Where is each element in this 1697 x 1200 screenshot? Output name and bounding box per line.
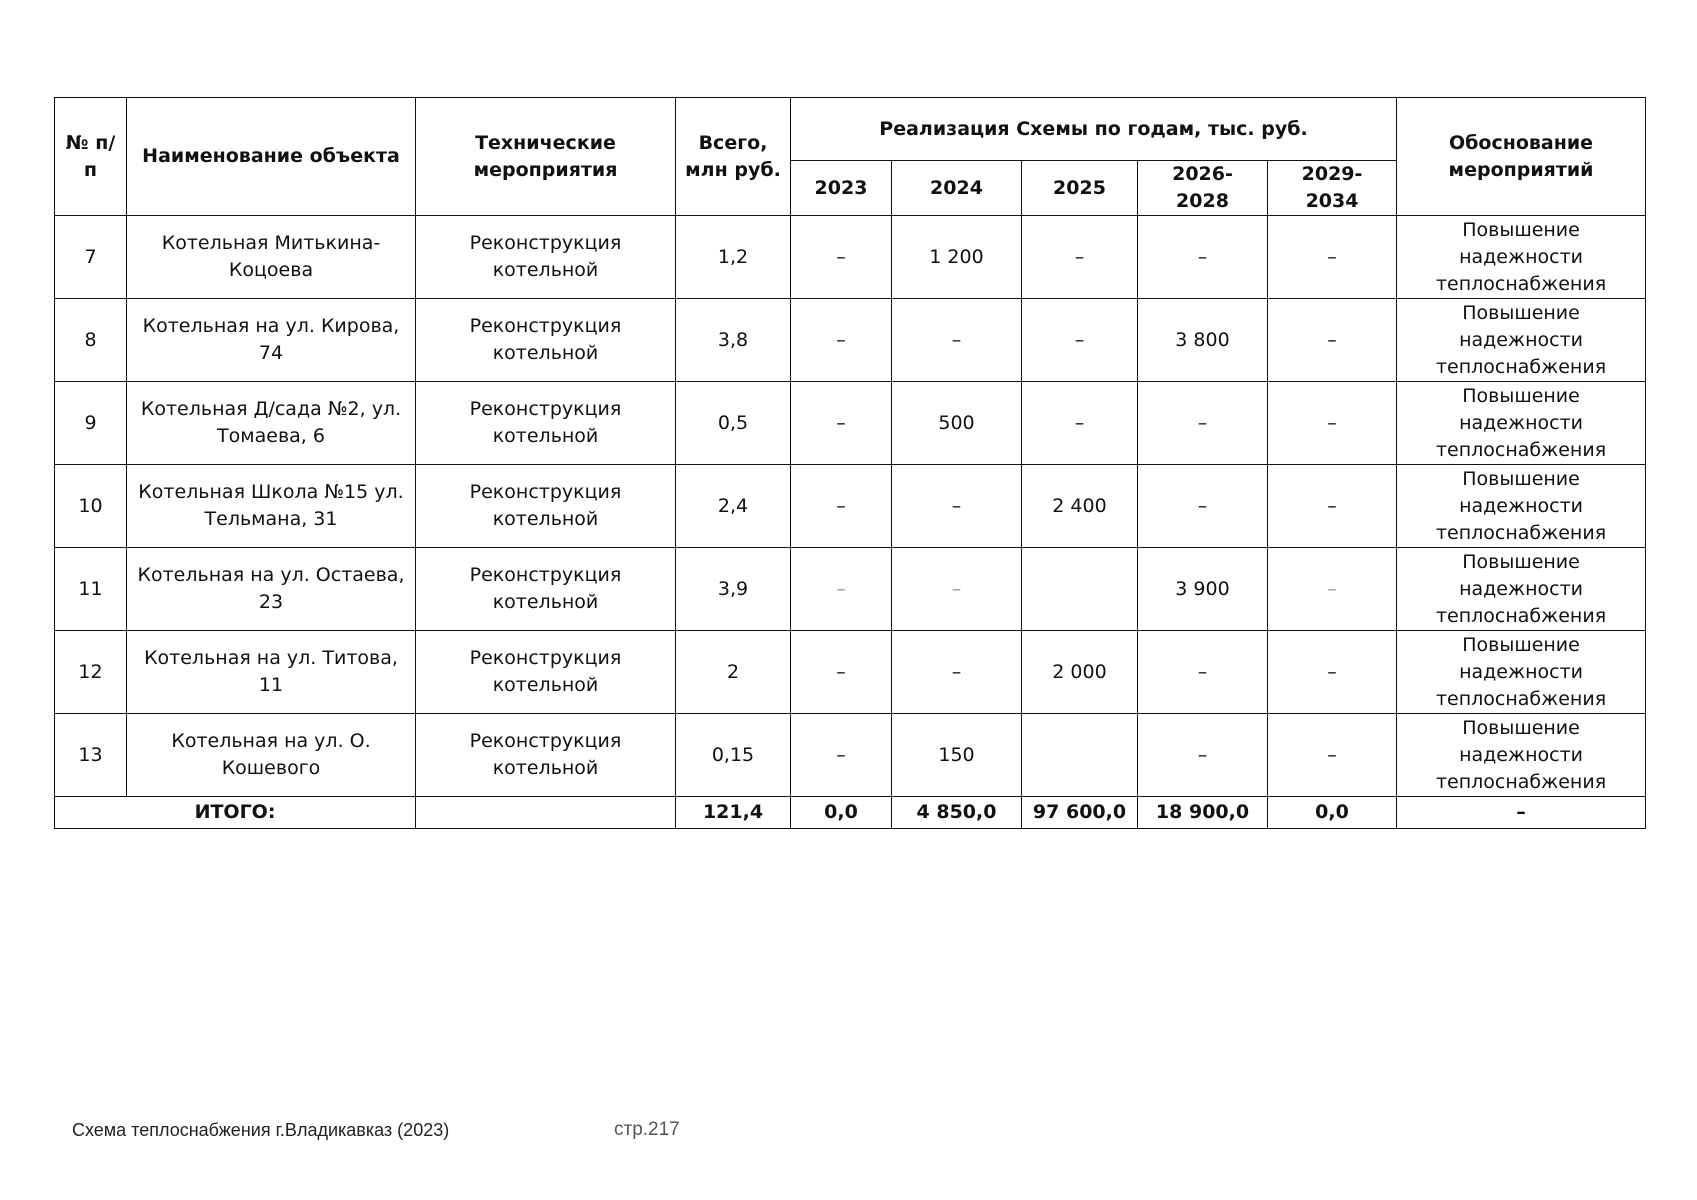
table-row: [55, 216, 1646, 299]
row-2029-2034: –: [1268, 216, 1397, 299]
row-num: 11: [55, 548, 127, 631]
header-object-name: Наименование объекта: [127, 98, 416, 216]
header-year-2029-2034: 2029-2034: [1268, 161, 1397, 216]
row-object-name: Котельная Митькина-Коцоева: [127, 216, 416, 299]
row-object-name: Котельная на ул. О. Кошевого: [127, 714, 416, 797]
row-2023: –: [791, 299, 892, 382]
row-num: 8: [55, 299, 127, 382]
row-object-name: Котельная на ул. Кирова, 74: [127, 299, 416, 382]
row-2025: –: [1022, 299, 1138, 382]
table-row: [55, 382, 1646, 465]
row-2024: –: [892, 631, 1022, 714]
table-row: [55, 631, 1646, 714]
row-measure: Реконструкция котельной: [416, 548, 676, 631]
row-2023: –: [791, 216, 892, 299]
row-measure: Реконструкция котельной: [416, 631, 676, 714]
row-2023: –: [791, 548, 892, 631]
row-justification: Повышение надежности теплоснабжения: [1397, 299, 1646, 382]
row-2024: 500: [892, 382, 1022, 465]
totals-2023: 0,0: [791, 797, 892, 829]
header-justification: Обоснование мероприятий: [1397, 98, 1646, 216]
totals-justification: –: [1397, 797, 1646, 829]
header-total: Всего, млн руб.: [676, 98, 791, 216]
table-row: [55, 465, 1646, 548]
row-2026-2028: 3 900: [1138, 548, 1268, 631]
row-measure: Реконструкция котельной: [416, 216, 676, 299]
row-2025: [1022, 714, 1138, 797]
totals-total: 121,4: [676, 797, 791, 829]
row-num: 10: [55, 465, 127, 548]
row-measure: Реконструкция котельной: [416, 299, 676, 382]
totals-label: ИТОГО:: [55, 797, 416, 829]
row-justification: Повышение надежности теплоснабжения: [1397, 714, 1646, 797]
row-2029-2034: –: [1268, 299, 1397, 382]
table-row: [55, 299, 1646, 382]
header-num: № п/п: [55, 98, 127, 216]
header-years-group: Реализация Схемы по годам, тыс. руб.: [791, 98, 1397, 161]
row-total: 3,8: [676, 299, 791, 382]
row-2025: 2 000: [1022, 631, 1138, 714]
row-object-name: Котельная Школа №15 ул. Тельмана, 31: [127, 465, 416, 548]
row-2029-2034: –: [1268, 631, 1397, 714]
totals-2025: 97 600,0: [1022, 797, 1138, 829]
header-year-2024: 2024: [892, 161, 1022, 216]
row-2029-2034: –: [1268, 382, 1397, 465]
row-2025: –: [1022, 216, 1138, 299]
footer-page-number: стр.217: [614, 1119, 680, 1140]
row-2023: –: [791, 714, 892, 797]
row-2025: [1022, 548, 1138, 631]
row-justification: Повышение надежности теплоснабжения: [1397, 631, 1646, 714]
header-year-2026-2028: 2026-2028: [1138, 161, 1268, 216]
row-2023: –: [791, 382, 892, 465]
row-2024: –: [892, 548, 1022, 631]
row-justification: Повышение надежности теплоснабжения: [1397, 216, 1646, 299]
header-row-top: [55, 98, 1646, 161]
row-2024: 150: [892, 714, 1022, 797]
row-object-name: Котельная Д/сада №2, ул. Томаева, 6: [127, 382, 416, 465]
row-num: 13: [55, 714, 127, 797]
row-2026-2028: –: [1138, 631, 1268, 714]
totals-2024: 4 850,0: [892, 797, 1022, 829]
row-2024: –: [892, 465, 1022, 548]
row-total: 2,4: [676, 465, 791, 548]
row-object-name: Котельная на ул. Остаева, 23: [127, 548, 416, 631]
row-object-name: Котельная на ул. Титова, 11: [127, 631, 416, 714]
row-2026-2028: –: [1138, 714, 1268, 797]
investment-schedule-table: [54, 97, 1646, 829]
row-measure: Реконструкция котельной: [416, 714, 676, 797]
row-measure: Реконструкция котельной: [416, 382, 676, 465]
row-justification: Повышение надежности теплоснабжения: [1397, 465, 1646, 548]
row-2023: –: [791, 465, 892, 548]
footer-document-title: Схема теплоснабжения г.Владикавказ (2023): [72, 1120, 450, 1140]
row-2023: –: [791, 631, 892, 714]
table-row: [55, 714, 1646, 797]
row-2024: 1 200: [892, 216, 1022, 299]
row-2024: –: [892, 299, 1022, 382]
row-2029-2034: –: [1268, 548, 1397, 631]
header-year-2025: 2025: [1022, 161, 1138, 216]
row-num: 7: [55, 216, 127, 299]
row-2025: –: [1022, 382, 1138, 465]
row-num: 12: [55, 631, 127, 714]
totals-2029-2034: 0,0: [1268, 797, 1397, 829]
row-total: 1,2: [676, 216, 791, 299]
table-row: [55, 548, 1646, 631]
row-2029-2034: –: [1268, 465, 1397, 548]
header-technical-measures: Технические мероприятия: [416, 98, 676, 216]
totals-measure: [416, 797, 676, 829]
row-2029-2034: –: [1268, 714, 1397, 797]
row-2026-2028: 3 800: [1138, 299, 1268, 382]
row-justification: Повышение надежности теплоснабжения: [1397, 548, 1646, 631]
row-total: 0,15: [676, 714, 791, 797]
row-2026-2028: –: [1138, 465, 1268, 548]
row-measure: Реконструкция котельной: [416, 465, 676, 548]
row-total: 2: [676, 631, 791, 714]
row-2025: 2 400: [1022, 465, 1138, 548]
totals-row: [55, 797, 1646, 829]
row-2026-2028: –: [1138, 382, 1268, 465]
row-num: 9: [55, 382, 127, 465]
row-justification: Повышение надежности теплоснабжения: [1397, 382, 1646, 465]
totals-2026-2028: 18 900,0: [1138, 797, 1268, 829]
row-total: 0,5: [676, 382, 791, 465]
row-total: 3,9: [676, 548, 791, 631]
row-2026-2028: –: [1138, 216, 1268, 299]
header-year-2023: 2023: [791, 161, 892, 216]
